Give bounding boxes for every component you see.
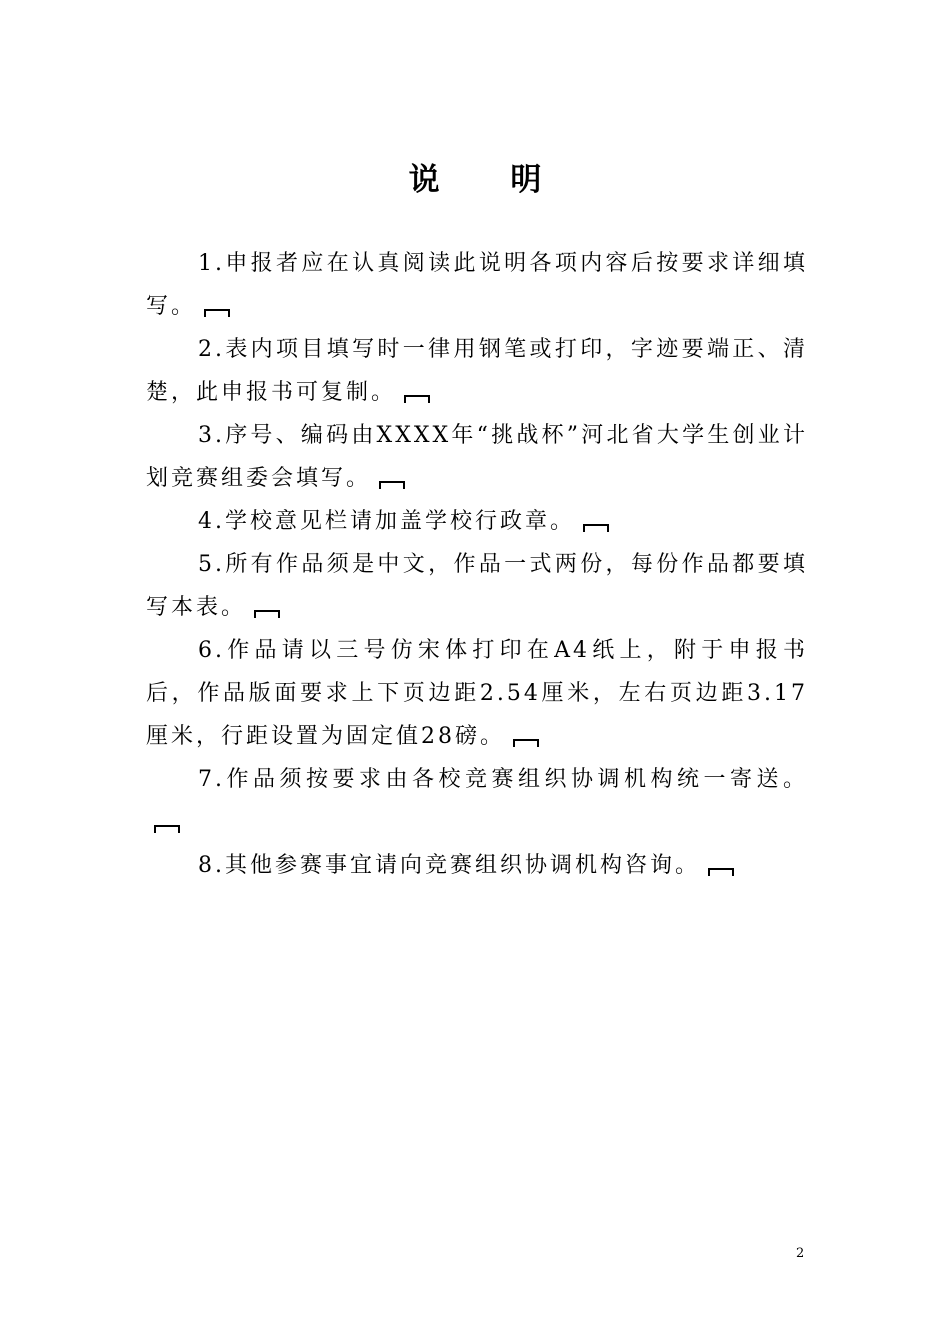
paragraph-mark-icon bbox=[513, 739, 539, 747]
instruction-text: 2.表内项目填写时一律用钢笔或打印，字迹要端正、清楚，此申报书可复制。 bbox=[146, 337, 808, 405]
instruction-item-3 bbox=[146, 414, 808, 500]
instructions-list bbox=[146, 242, 808, 887]
instruction-item-1 bbox=[146, 242, 808, 328]
instruction-text: 6.作品请以三号仿宋体打印在A4纸上，附于申报书后，作品版面要求上下页边距2.54厘米，左右页边距3.17厘米，行距设置为固定值28磅。 bbox=[146, 638, 808, 749]
paragraph-mark-icon bbox=[708, 868, 734, 876]
page-title: 说 明 bbox=[408, 162, 572, 198]
paragraph-mark-icon bbox=[583, 524, 609, 532]
paragraph-mark-icon bbox=[204, 309, 230, 317]
instruction-item-7 bbox=[146, 758, 808, 844]
instruction-text: 1.申报者应在认真阅读此说明各项内容后按要求详细填写。 bbox=[146, 251, 808, 319]
instruction-text: 7.作品须按要求由各校竞赛组织协调机构统一寄送。 bbox=[198, 767, 808, 792]
instruction-item-2 bbox=[146, 328, 808, 414]
instruction-text: 4.学校意见栏请加盖学校行政章。 bbox=[198, 509, 575, 534]
paragraph-mark-icon bbox=[404, 395, 430, 403]
paragraph-mark-icon bbox=[254, 610, 280, 618]
instruction-item-5 bbox=[146, 543, 808, 629]
instruction-item-4 bbox=[146, 500, 808, 543]
instruction-text: 5.所有作品须是中文，作品一式两份，每份作品都要填写本表。 bbox=[146, 552, 808, 620]
instruction-text: 8.其他参赛事宜请向竞赛组织协调机构咨询。 bbox=[198, 853, 700, 878]
page-number: 2 bbox=[796, 1246, 805, 1261]
paragraph-mark-icon bbox=[154, 825, 180, 833]
instruction-item-8 bbox=[146, 844, 808, 887]
instruction-text: 3.序号、编码由XXXX年“挑战杯”河北省大学生创业计划竞赛组委会填写。 bbox=[146, 423, 808, 491]
paragraph-mark-icon bbox=[379, 481, 405, 489]
instruction-item-6 bbox=[146, 629, 808, 758]
